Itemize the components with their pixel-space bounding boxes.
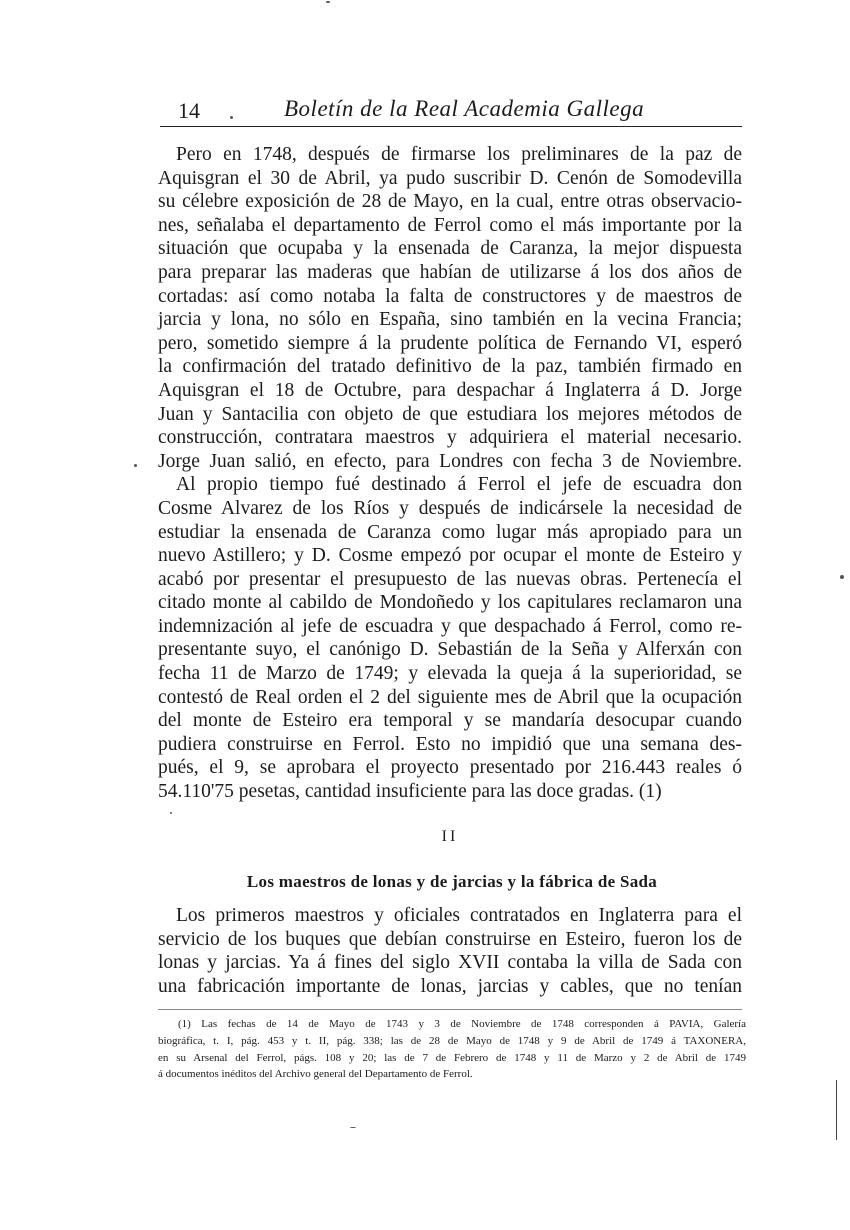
- paragraph-3: [158, 904, 742, 998]
- text-line: servicio de los buques que debían construirse en Esteiro, fueron los de: [158, 928, 742, 950]
- text-line: Aquisgran el 30 de Abril, ya pudo suscribir D. Cenón de Somodevilla: [158, 167, 742, 189]
- text-line: situación que ocupaba y la ensenada de Caranza, la mejor dispuesta: [158, 238, 742, 260]
- text-line: cortadas: así como notaba la falta de constructores y de maestros de: [158, 285, 742, 307]
- page-number: 14: [178, 98, 200, 123]
- footnote-rule: [158, 1009, 742, 1010]
- text-line: del monte de Esteiro era temporal y se mandaría desocupar cuando: [158, 710, 742, 732]
- text-line: Aquisgran el 18 de Octubre, para despachar á Inglaterra á D. Jorge: [158, 379, 742, 401]
- text-line: pero, sometido siempre á la prudente política de Fernando VI, esperó: [158, 332, 742, 354]
- text-line: Al propio tiempo fué destinado á Ferrol el jefe de escuadra don: [176, 474, 742, 496]
- footnote: [158, 1016, 746, 1083]
- scan-edge-mark: [836, 1080, 837, 1140]
- text-line: nes, señalaba el departamento de Ferrol como el más importante por la: [158, 214, 742, 236]
- text-line: Los primeros maestros y oficiales contratados en Inglaterra para el: [176, 905, 742, 926]
- running-title: Boletín de la Real Academia Gallega: [284, 96, 645, 121]
- scan-speck: [840, 575, 844, 579]
- text-line: nuevo Astillero; y D. Cosme empezó por ocupar el monte de Esteiro y: [158, 545, 742, 567]
- text-line: Cosme Alvarez de los Ríos y después de indicársele la necesidad de: [158, 497, 742, 519]
- text-line: pudiera construirse en Ferrol. Esto no impidió que una semana des-: [158, 733, 742, 755]
- text-line: la confirmación del tratado definitivo de la paz, también firmado en: [158, 356, 742, 378]
- footnote-line: en su Arsenal del Ferrol, págs. 108 y 20; las de 7 de Febrero de 1748 y 11 de Marzo y 2 de Abril de 1749: [158, 1051, 746, 1064]
- text-line: jarcia y lona, no sólo en España, sino también en la vecina Francia;: [158, 309, 742, 331]
- scan-speck: [134, 464, 137, 467]
- header-rule: [160, 126, 742, 127]
- text-line: citado monte al cabildo de Mondoñedo y los capitulares reclamaron una: [158, 592, 742, 614]
- text-line: estudiar la ensenada de Caranza como lugar más apropiado para un: [158, 521, 742, 543]
- section-title: Los maestros de lonas y de jarcias y la fábrica de Sada: [246, 872, 658, 891]
- text-line: lonas y jarcias. Ya á fines del siglo XVII contaba la villa de Sada con: [158, 952, 742, 974]
- text-line: contestó de Real orden el 2 del siguiente mes de Abril que la ocupación: [158, 686, 742, 708]
- text-line: su célebre exposición de 28 de Mayo, en la cual, entre otras observacio-: [158, 191, 742, 213]
- text-line: una fabricación importante de lonas, jarcias y cables, que no tenían: [158, 975, 742, 997]
- paragraph-1: [158, 143, 742, 473]
- text-line: Juan y Santacilia con objeto de que estudiara los mejores métodos de: [158, 403, 742, 425]
- footnote-line: á documentos inéditos del Archivo general del Departamento de Ferrol.: [158, 1068, 473, 1081]
- text-line: 54.110'75 pesetas, cantidad insuficiente para las doce gradas. (1): [158, 781, 662, 803]
- text-line: acabó por presentar el presupuesto de las nuevas obras. Pertenecía el: [158, 568, 742, 590]
- text-line: pués, el 9, se aprobara el proyecto presentado por 216.443 reales ó: [158, 757, 742, 779]
- paragraph-2: [158, 473, 742, 803]
- scan-speck: [350, 1127, 356, 1128]
- main-text: [158, 143, 742, 804]
- page-header: [160, 96, 742, 126]
- section-number: II: [441, 828, 459, 845]
- scan-speck: [170, 812, 172, 814]
- text-line: Pero en 1748, después de firmarse los preliminares de la paz de: [176, 144, 742, 165]
- text-line: fecha 11 de Marzo de 1749; y elevada la queja á la superioridad, se: [158, 663, 742, 685]
- footnote-line: biográfica, t. I, pág. 453 y t. II, pág. 338; las de 28 de Mayo de 1748 y 9 de Abril de 1749 á TAXONERA,: [158, 1034, 746, 1047]
- text-line: presentante suyo, el canónigo D. Sebastián de la Seña y Alferxán con: [158, 639, 742, 661]
- text-line: para preparar las maderas que habían de utilizarse á los dos años de: [158, 261, 742, 283]
- text-line: construcción, contratara maestros y adquiriera el material necesario.: [158, 427, 742, 449]
- footnote-line: (1) Las fechas de 14 de Mayo de 1743 y 3 de Noviembre de 1748 corresponden á PAVIA, Galería: [178, 1018, 746, 1030]
- scan-speck: [230, 116, 233, 119]
- text-line: Jorge Juan salió, en efecto, para Londres con fecha 3 de Noviembre.: [158, 450, 742, 472]
- scan-speck: [326, 1, 330, 3]
- text-line: indemnización al jefe de escuadra y que despachado á Ferrol, como re-: [158, 615, 742, 637]
